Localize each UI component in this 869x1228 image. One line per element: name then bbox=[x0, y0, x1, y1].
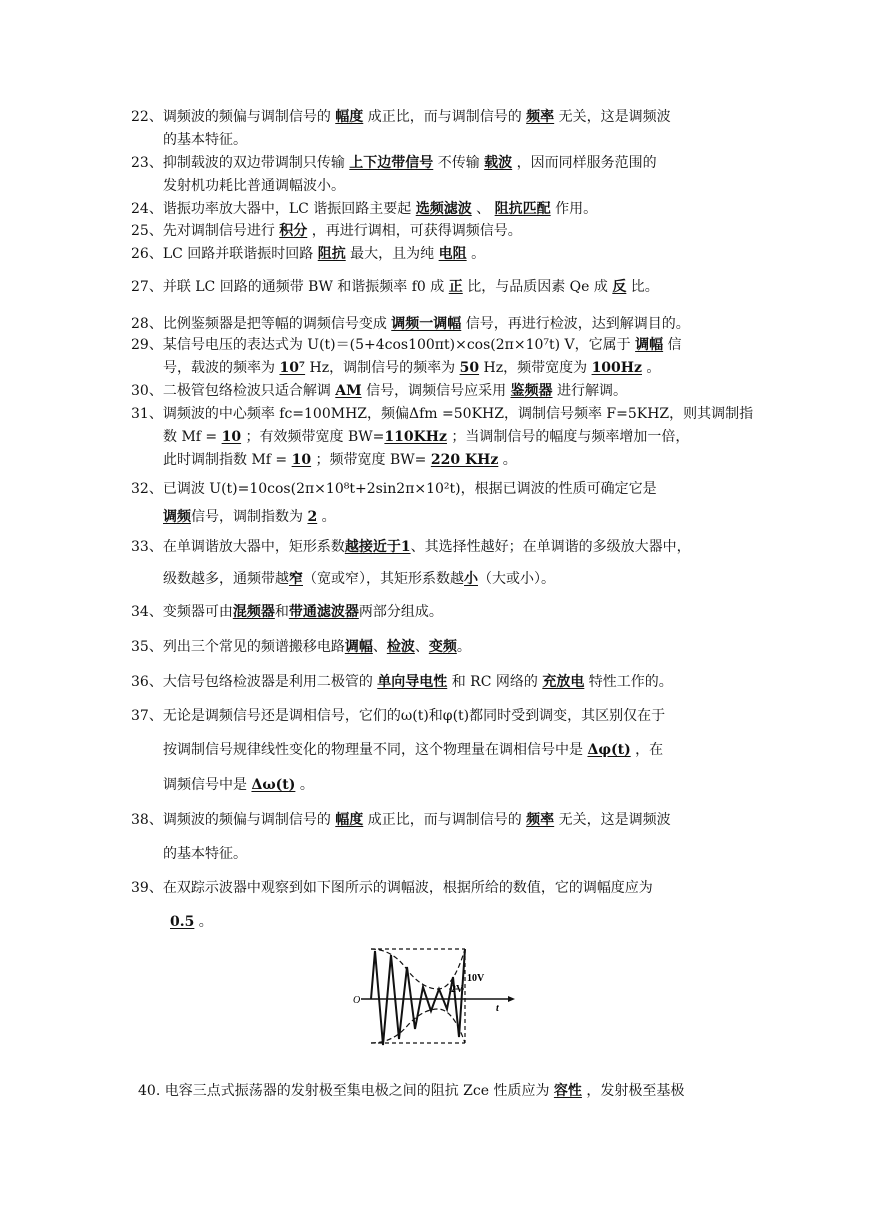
text-line-l38a bbox=[131, 810, 671, 830]
text-line-l25 bbox=[131, 221, 522, 241]
text-line-l22a bbox=[131, 107, 671, 127]
answer-blank: 越接近于1 bbox=[344, 539, 411, 555]
label-t: t bbox=[496, 1003, 499, 1014]
question-text: ，再进行调相，可获得调频信号。 bbox=[307, 223, 522, 239]
question-text: ，发射极至基极 bbox=[581, 1083, 685, 1099]
answer-blank: 调频 bbox=[163, 509, 191, 525]
question-text: 23、抑制载波的双边带调制只传输 bbox=[131, 155, 350, 171]
question-text: 进行解调。 bbox=[552, 383, 627, 399]
text-line-l28 bbox=[131, 314, 690, 334]
question-text: 按调制信号规律线性变化的物理量不同，这个物理量在调相信号中是 bbox=[163, 742, 588, 758]
question-text: Hz，频带宽度为 bbox=[479, 360, 592, 376]
question-text: 。 bbox=[295, 777, 314, 793]
label-10v: 10V bbox=[467, 973, 485, 984]
question-text: 40. 电容三点式振荡器的发射极至集电极之间的阻抗 Zce 性质应为 bbox=[138, 1083, 554, 1099]
question-text: 成正比，而与调制信号的 bbox=[363, 812, 527, 828]
text-line-l29a bbox=[131, 335, 682, 355]
label-origin: O bbox=[353, 995, 361, 1006]
answer-blank: 混频器 bbox=[232, 604, 275, 620]
text-line-l37c bbox=[163, 775, 314, 795]
question-text: 31、调频波的中心频率 fc=100MHZ，频偏Δfm =50KHZ，调制信号频率 F=5KHZ，则其调制指 bbox=[131, 406, 754, 422]
question-text: Hz，调制信号的频率为 bbox=[305, 360, 460, 376]
question-text: 27、并联 LC 回路的通频带 BW 和谐振频率 f0 成 bbox=[131, 279, 449, 295]
answer-blank: 选频滤波 bbox=[415, 201, 472, 217]
question-text: 39、在双踪示波器中观察到如下图所示的调幅波，根据所给的数值，它的调幅度应为 bbox=[131, 880, 653, 896]
answer-blank: 10 bbox=[221, 429, 242, 445]
question-text: 。 bbox=[498, 452, 517, 468]
question-text: 。 bbox=[641, 360, 661, 376]
text-line-l32b bbox=[163, 507, 336, 527]
question-text: （大或小）。 bbox=[478, 571, 555, 587]
answer-blank: 幅度 bbox=[335, 109, 364, 125]
answer-blank: 阻抗 bbox=[317, 246, 346, 262]
answer-blank: AM bbox=[335, 383, 362, 399]
answer-blank: 鉴频器 bbox=[510, 383, 553, 399]
question-text: 37、无论是调频信号还是调相信号，它们的ω(t)和φ(t)都同时受到调变，其区别仅在于 bbox=[131, 708, 666, 724]
text-line-l31a bbox=[131, 404, 753, 424]
text-line-l39b bbox=[170, 912, 213, 932]
question-text: 22、调频波的频偏与调制信号的 bbox=[131, 109, 336, 125]
question-text: 38、调频波的频偏与调制信号的 bbox=[131, 812, 336, 828]
answer-blank: Δω(t) bbox=[251, 777, 296, 793]
question-text: 特性工作的。 bbox=[584, 674, 673, 690]
text-line-l30 bbox=[131, 381, 627, 401]
question-text: 、其选择性越好；在单调谐的多级放大器中， bbox=[410, 539, 691, 555]
text-line-l23b bbox=[163, 176, 345, 196]
carrier-wave bbox=[371, 949, 465, 1045]
answer-blank: Δφ(t) bbox=[587, 742, 631, 758]
question-text: 作用。 bbox=[550, 201, 598, 217]
question-text: 。 bbox=[456, 639, 471, 655]
answer-blank: 小 bbox=[464, 571, 478, 587]
question-text: 信号，调制指数为 bbox=[191, 509, 308, 525]
question-text: 两部分组成。 bbox=[358, 604, 443, 620]
question-text: 信号，调频信号应采用 bbox=[361, 383, 511, 399]
text-line-l37b bbox=[163, 740, 663, 760]
answer-blank: 2 bbox=[307, 509, 318, 525]
question-text: 数 Mf = bbox=[163, 429, 222, 445]
question-text: 、 bbox=[372, 639, 387, 655]
question-text: 35、列出三个常见的频谱搬移电路 bbox=[131, 639, 345, 655]
question-text: 32、已调波 U(t)=10cos(2π×10⁸t+2sin2π×10²t)，根据已调波的性质可确定它是 bbox=[131, 481, 657, 497]
text-line-l32a bbox=[131, 479, 657, 499]
text-line-l31c bbox=[163, 450, 517, 470]
answer-blank: 窄 bbox=[289, 571, 303, 587]
am-wave-figure bbox=[353, 941, 538, 1051]
text-line-l40 bbox=[138, 1081, 684, 1101]
question-text: 36、大信号包络检波器是利用二极管的 bbox=[131, 674, 378, 690]
question-text: 此时调制指数 Mf = bbox=[163, 452, 292, 468]
question-text: ，因而同样服务范围的 bbox=[512, 155, 657, 171]
question-text: 24、谐振功率放大器中，LC 谐振回路主要起 bbox=[131, 201, 416, 217]
question-text: 和 bbox=[274, 604, 289, 620]
question-text: ；有效频带宽度 BW= bbox=[241, 429, 385, 445]
text-line-l31b bbox=[163, 427, 689, 447]
answer-blank: 单向导电性 bbox=[377, 674, 448, 690]
text-line-l35 bbox=[131, 637, 471, 657]
question-text: 。 bbox=[317, 509, 336, 525]
question-text: 34、变频器可由 bbox=[131, 604, 233, 620]
question-text: 33、在单调谐放大器中，矩形系数 bbox=[131, 539, 345, 555]
answer-blank: 容性 bbox=[553, 1083, 582, 1099]
answer-blank: 频率 bbox=[526, 812, 555, 828]
question-text: 29、某信号电压的表达式为 U(t)＝(5+4cos100πt)×cos(2π×10⁷t) V，它属于 bbox=[131, 337, 636, 353]
question-text: 26、LC 回路并联谐振时回路 bbox=[131, 246, 318, 262]
label-2v: 2V bbox=[451, 984, 464, 995]
question-text: 无关，这是调频波 bbox=[554, 812, 671, 828]
question-text: 比。 bbox=[626, 279, 659, 295]
axis-arrow-icon bbox=[508, 996, 515, 1002]
answer-blank: 电阻 bbox=[438, 246, 467, 262]
question-text: 信 bbox=[663, 337, 682, 353]
answer-blank: 变频 bbox=[428, 639, 457, 655]
question-text: 30、二极管包络检波只适合解调 bbox=[131, 383, 336, 399]
answer-blank: 反 bbox=[612, 279, 627, 295]
question-text: 和 RC 网络的 bbox=[447, 674, 543, 690]
question-text: ；频带宽度 BW= bbox=[311, 452, 431, 468]
text-line-l22b bbox=[163, 130, 247, 150]
text-line-l26 bbox=[131, 244, 485, 264]
question-text: 28、比例鉴频器是把等幅的调频信号变成 bbox=[131, 316, 392, 332]
question-text: ，在 bbox=[630, 742, 664, 758]
text-line-l23a bbox=[131, 153, 657, 173]
answer-blank: 调幅 bbox=[635, 337, 664, 353]
answer-blank: 0.5 bbox=[170, 914, 195, 930]
answer-blank: 110KHz bbox=[384, 429, 447, 445]
answer-blank: 调频一调幅 bbox=[391, 316, 462, 332]
question-text: 的基本特征。 bbox=[163, 846, 247, 862]
question-text: 发射机功耗比普通调幅波小。 bbox=[163, 178, 345, 194]
question-text: 比，与品质因素 Qe 成 bbox=[462, 279, 613, 295]
answer-blank: 10 bbox=[291, 452, 312, 468]
question-text: 最大，且为纯 bbox=[345, 246, 439, 262]
question-text: （宽或窄），其矩形系数越 bbox=[303, 571, 464, 587]
text-line-l24 bbox=[131, 199, 597, 219]
text-line-l33b bbox=[163, 569, 555, 589]
question-text: 。 bbox=[466, 246, 486, 262]
answer-blank: 阻抗匹配 bbox=[494, 201, 551, 217]
answer-blank: 调幅 bbox=[344, 639, 373, 655]
text-line-l34 bbox=[131, 602, 443, 622]
question-text: 不传输 bbox=[433, 155, 485, 171]
text-line-l33a bbox=[131, 537, 691, 557]
question-text: 。 bbox=[194, 914, 213, 930]
question-text: 信号，再进行检波，达到解调目的。 bbox=[461, 316, 690, 332]
question-text: 的基本特征。 bbox=[163, 132, 247, 148]
question-text: 、 bbox=[471, 201, 495, 217]
answer-blank: 充放电 bbox=[542, 674, 585, 690]
text-line-l38b bbox=[163, 844, 247, 864]
text-line-l36 bbox=[131, 672, 673, 692]
text-line-l29b bbox=[163, 358, 660, 378]
answer-blank: 50 bbox=[459, 360, 480, 376]
question-text: 级数越多，通频带越 bbox=[163, 571, 289, 587]
question-text: 无关，这是调频波 bbox=[554, 109, 671, 125]
text-line-l39a bbox=[131, 878, 653, 898]
answer-blank: 频率 bbox=[526, 109, 555, 125]
answer-blank: 检波 bbox=[386, 639, 415, 655]
text-line-l27 bbox=[131, 277, 659, 297]
answer-blank: 幅度 bbox=[335, 812, 364, 828]
answer-blank: 载波 bbox=[484, 155, 513, 171]
answer-blank: 带通滤波器 bbox=[288, 604, 359, 620]
answer-blank: 上下边带信号 bbox=[349, 155, 434, 171]
question-text: 25、先对调制信号进行 bbox=[131, 223, 280, 239]
answer-blank: 10⁷ bbox=[279, 360, 306, 376]
question-text: 号，载波的频率为 bbox=[163, 360, 280, 376]
answer-blank: 220 KHz bbox=[430, 452, 499, 468]
answer-blank: 100Hz bbox=[591, 360, 642, 376]
answer-blank: 积分 bbox=[279, 223, 308, 239]
text-line-l37a bbox=[131, 706, 665, 726]
question-text: 调频信号中是 bbox=[163, 777, 252, 793]
question-text: 、 bbox=[414, 639, 429, 655]
question-text: ；当调制信号的幅度与频率增加一倍， bbox=[446, 429, 690, 445]
answer-blank: 正 bbox=[448, 279, 463, 295]
question-text: 成正比，而与调制信号的 bbox=[363, 109, 527, 125]
